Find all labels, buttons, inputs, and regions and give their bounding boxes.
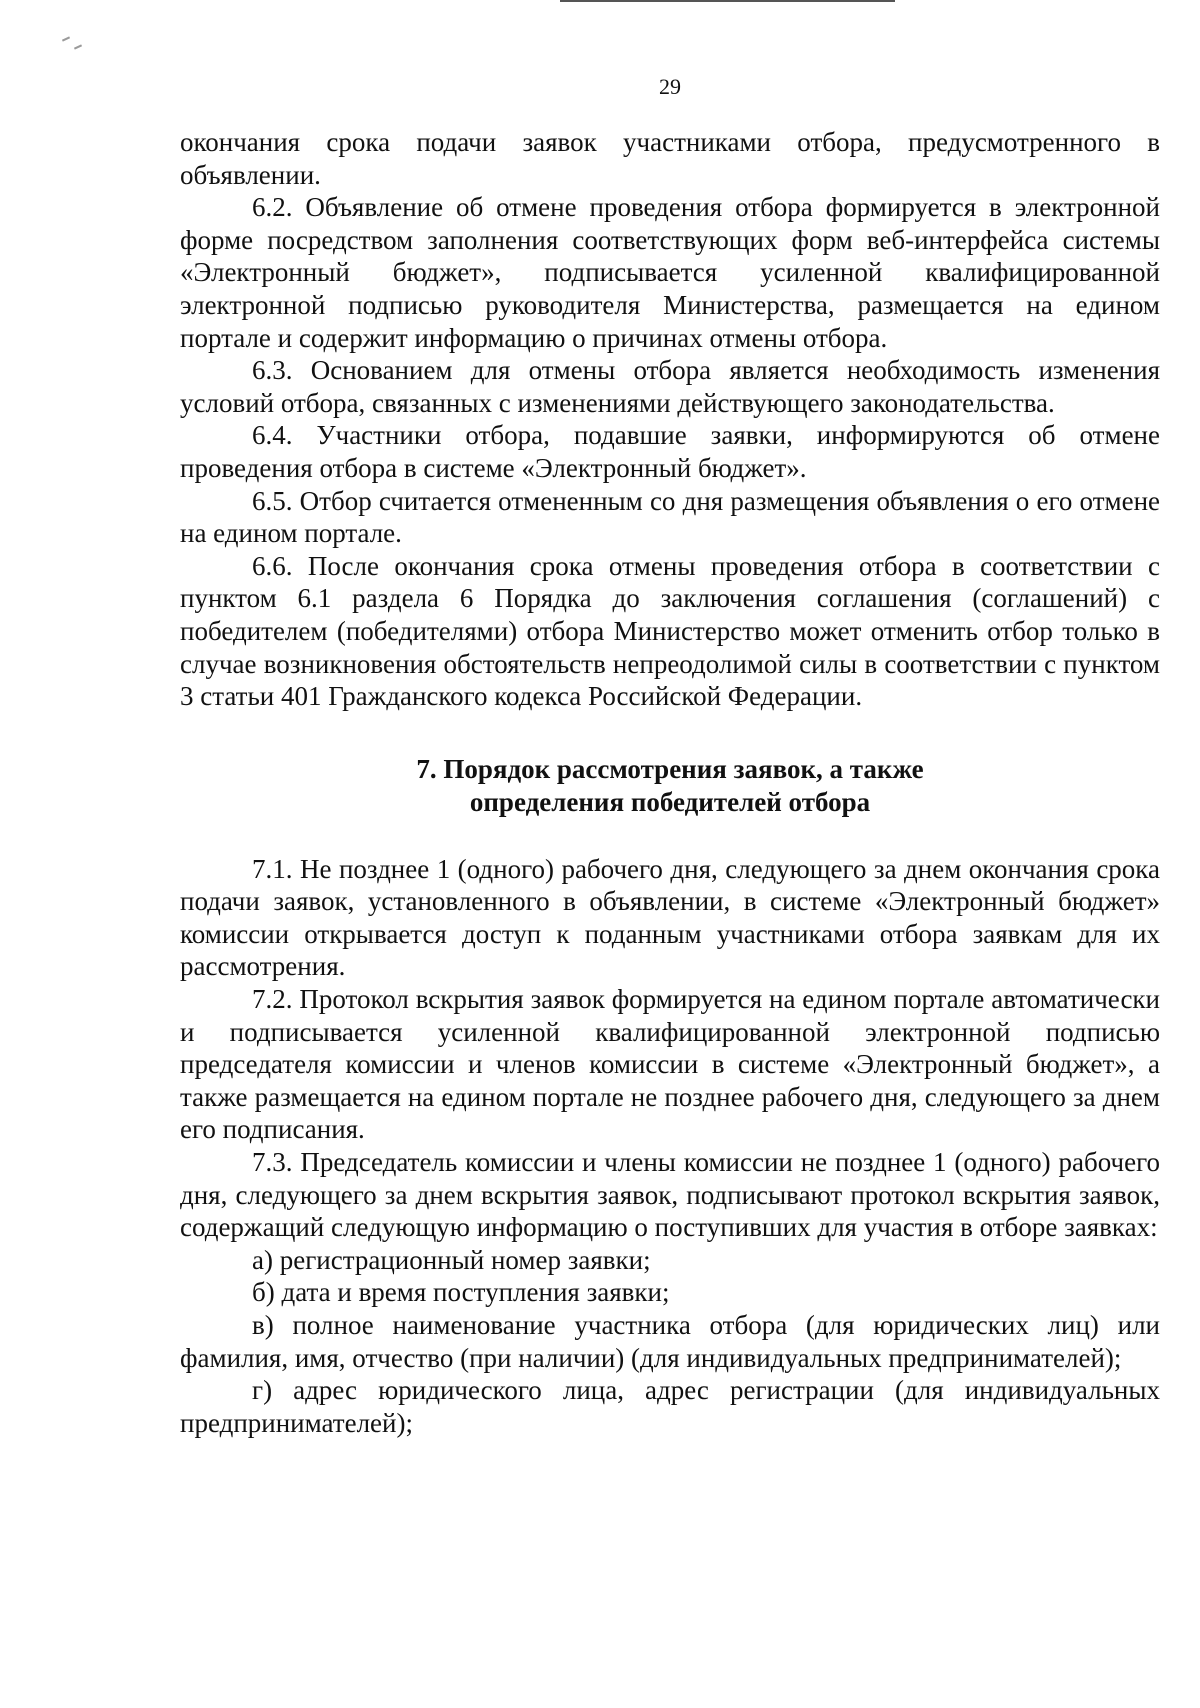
section-heading-line-1: 7. Порядок рассмотрения заявок, а также xyxy=(416,753,924,784)
top-edge-rule xyxy=(560,0,895,2)
paragraph-6-6: 6.6. После окончания срока отмены проведения отбора в соответствии с пунктом 6.1 раздела 6 Порядка до заключения соглашения (соглашений) с победителем (победителями) отбора Министерство может отменить отбор только в случае возникновения обстоятельств непреодолимой силы в соответствии с пунктом 3 статьи 401 Гражданского кодекса Российской Федерации. xyxy=(180,550,1160,712)
paragraph-7-2: 7.2. Протокол вскрытия заявок формируется на едином портале автоматически и подписывается усиленной квалифицированной электронной подписью председателя комиссии и членов комиссии в системе «Электронный бюджет», а также размещается на едином портале не позднее рабочего дня, следующего за днем его подписания. xyxy=(180,984,1160,1145)
list-item-g: г) адрес юридического лица, адрес регистрации (для индивидуальных предпринимателей); xyxy=(180,1375,1160,1438)
scan-speck xyxy=(62,36,70,41)
paragraph-7-1: 7.1. Не позднее 1 (одного) рабочего дня, следующего за днем окончания срока подачи заявок, установленного в объявлении, в системе «Электронный бюджет» комиссии открывается доступ к поданным участниками отбора заявкам для их рассмотрения. xyxy=(180,853,1160,982)
document-body xyxy=(180,126,1160,1439)
section-heading-7 xyxy=(180,753,1160,819)
list-item-b: б) дата и время поступления заявки; xyxy=(252,1277,670,1308)
list-item-v: в) полное наименование участника отбора (для юридических лиц) или фамилия, имя, отчество (при наличии) (для индивидуальных предпринимателей); xyxy=(180,1310,1160,1373)
scan-speck xyxy=(74,44,82,49)
paragraph-continuation: окончания срока подачи заявок участниками отбора, предусмотренного в объявлении. xyxy=(180,127,1160,190)
section-heading-line-2: определения победителей отбора xyxy=(469,786,871,817)
paragraph-6-5: 6.5. Отбор считается отмененным со дня размещения объявления о его отмене на едином портале. xyxy=(180,485,1160,549)
list-item-a: а) регистрационный номер заявки; xyxy=(252,1244,651,1275)
paragraph-6-3: 6.3. Основанием для отмены отбора является необходимость изменения условий отбора, связанных с изменениями действующего законодательства. xyxy=(180,355,1160,418)
page-number: 29 xyxy=(659,74,681,99)
paragraph-6-2: 6.2. Объявление об отмене проведения отбора формируется в электронной форме посредством заполнения соответствующих форм веб-интерфейса системы «Электронный бюджет», подписывается усиленной квалифицированной электронной подписью руководителя Министерства, размещается на едином портале и содержит информацию о причинах отмены отбора. xyxy=(180,192,1160,353)
paragraph-6-4: 6.4. Участники отбора, подавшие заявки, информируются об отмене проведения отбора в системе «Электронный бюджет». xyxy=(180,420,1160,483)
paragraph-7-3: 7.3. Председатель комиссии и члены комиссии не позднее 1 (одного) рабочего дня, следующего за днем вскрытия заявок, подписывают протокол вскрытия заявок, содержащий следующую информацию о поступивших для участия в отборе заявках: xyxy=(180,1147,1160,1243)
